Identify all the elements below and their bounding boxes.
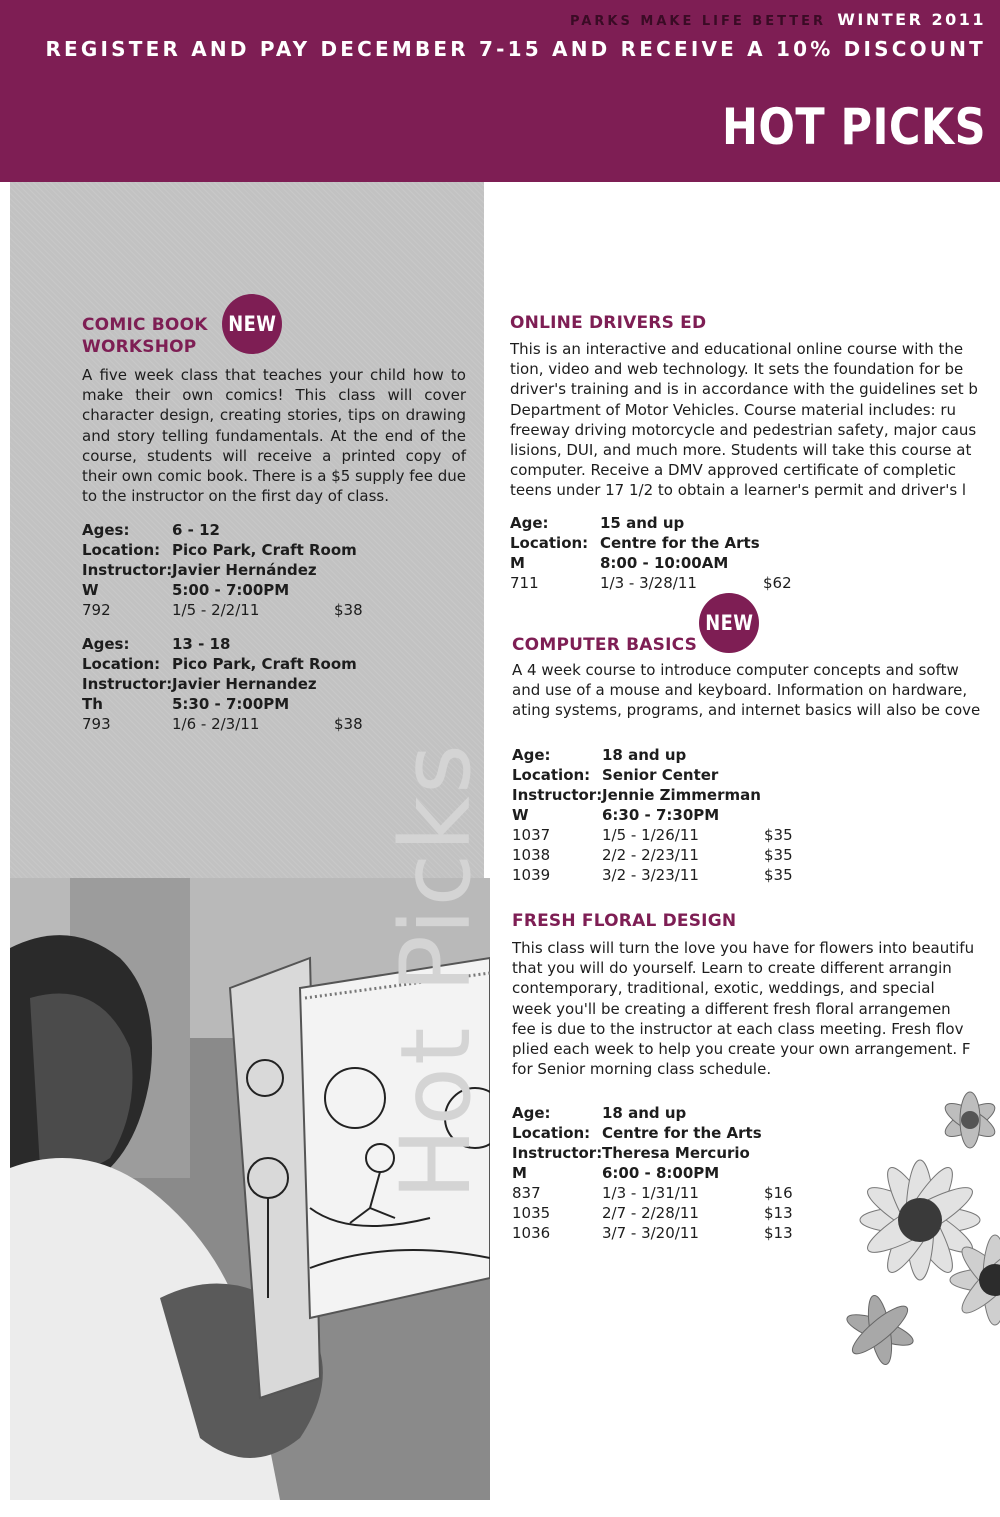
course-title-line1: COMIC BOOK (82, 315, 208, 335)
session-code: 837 (512, 1184, 541, 1203)
description-line: for Senior morning class schedule. (512, 1060, 772, 1079)
day-value: Th (82, 695, 103, 714)
season-label: WINTER 2011 (837, 10, 986, 29)
instructor-value: Theresa Mercurio (602, 1144, 750, 1163)
instructor-value: Jennie Zimmerman (602, 785, 761, 804)
day-value: W (82, 581, 99, 600)
instructor-label: Instructor: (82, 675, 173, 694)
session-dates: 1/5 - 2/2/11 (172, 601, 260, 620)
session-row (82, 600, 466, 620)
course-title: COMPUTER BASICS (512, 635, 698, 655)
description-line: plied each week to help you create your own arrangement. F (512, 1040, 971, 1059)
age-label: Age: (512, 745, 551, 764)
course-description (512, 938, 1000, 1079)
instructor-value: Javier Hernandez (172, 675, 317, 694)
session-fee: $38 (334, 601, 363, 620)
session-row (512, 845, 1000, 865)
flower-bouquet-image (820, 1080, 1000, 1370)
session-dates: 1/3 - 1/31/11 (602, 1184, 699, 1203)
session-code: 1035 (512, 1204, 551, 1223)
course-title: ONLINE DRIVERS ED (510, 313, 707, 333)
course-group-1 (82, 520, 466, 620)
course-title: FRESH FLORAL DESIGN (512, 911, 737, 931)
tagline: PARKS MAKE LIFE BETTER (570, 14, 826, 29)
session-dates: 2/2 - 2/23/11 (602, 845, 699, 864)
description-line: that you will do yourself. Learn to create different arrangin (512, 959, 952, 978)
description-line: driver's training and is in accordance with the guidelines set b (510, 380, 978, 399)
course-info (510, 513, 1000, 593)
hot-picks-watermark: Hot Picks (380, 742, 492, 1200)
age-value: 15 and up (600, 513, 685, 532)
session-fee: $16 (764, 1184, 793, 1203)
description-line: contemporary, traditional, exotic, weddings, and special (512, 979, 935, 998)
instructor-value: Javier Hernández (172, 561, 317, 580)
session-dates: 1/3 - 3/28/11 (600, 573, 697, 592)
description-line: tion, video and web technology. It sets the foundation for be (510, 360, 964, 379)
course-computer-basics (512, 634, 1000, 885)
ages-label: Ages: (82, 635, 130, 654)
description-line: ating systems, programs, and internet basics will also be cove (512, 701, 981, 720)
session-code: 1038 (512, 845, 551, 864)
instructor-label: Instructor: (512, 1144, 603, 1163)
age-label: Age: (512, 1104, 551, 1123)
description-line: and use of a mouse and keyboard. Information on hardware, (512, 681, 968, 700)
description-line: A 4 week course to introduce computer concepts and softw (512, 661, 959, 679)
session-fee: $35 (764, 825, 793, 844)
session-row (510, 573, 1000, 593)
location-value: Pico Park, Craft Room (172, 655, 357, 674)
session-row (82, 714, 466, 734)
page-header (0, 0, 1000, 182)
course-description: A five week class that teaches your child how to make their own comics! This class will cover character design, creating stories, tips on drawing and story telling fundamentals. At the end of the course, students will receive a printed copy of their own comic book. There is a $5 supply fee due to the instructor on the first day of class. (82, 366, 466, 506)
location-value: Pico Park, Craft Room (172, 541, 357, 560)
description-line: computer. Receive a DMV approved certificate of completic (510, 461, 957, 480)
session-fee: $13 (764, 1204, 793, 1223)
course-info (512, 745, 1000, 885)
age-label: Age: (510, 513, 549, 532)
session-dates: 3/2 - 3/23/11 (602, 865, 699, 884)
new-badge: NEW (222, 294, 282, 354)
location-value: Senior Center (602, 765, 719, 784)
course-online-drivers-ed (510, 312, 1000, 593)
time-value: 6:00 - 8:00PM (602, 1164, 720, 1183)
day-value: M (510, 553, 525, 572)
location-label: Location: (512, 765, 591, 784)
course-title-line2: WORKSHOP (82, 337, 197, 357)
age-value: 18 and up (602, 1104, 687, 1123)
description-line: This is an interactive and educational online course with the (510, 340, 964, 358)
session-code: 1039 (512, 865, 551, 884)
course-description (510, 339, 1000, 501)
flower-illustration (820, 1080, 1000, 1370)
session-dates: 1/5 - 1/26/11 (602, 825, 699, 844)
session-fee: $35 (764, 865, 793, 884)
ages-label: Ages: (82, 521, 130, 540)
description-line: week you'll be creating a different fresh floral arrangemen (512, 999, 951, 1018)
location-label: Location: (82, 655, 161, 674)
session-row (512, 865, 1000, 885)
course-group-2 (82, 634, 466, 734)
session-fee: $62 (763, 573, 792, 592)
location-label: Location: (82, 541, 161, 560)
ages-value: 13 - 18 (172, 635, 231, 654)
day-value: M (512, 1164, 527, 1183)
session-dates: 1/6 - 2/3/11 (172, 715, 260, 734)
description-line: fee is due to the instructor at each class meeting. Fresh flov (512, 1019, 964, 1038)
section-title: HOT PICKS (721, 98, 986, 156)
day-value: W (512, 805, 529, 824)
instructor-label: Instructor: (512, 785, 603, 804)
location-label: Location: (512, 1124, 591, 1143)
discount-banner: REGISTER AND PAY DECEMBER 7-15 AND RECEIVE A 10% DISCOUNT (45, 37, 986, 61)
session-code: 793 (82, 715, 111, 734)
description-line: teens under 17 1/2 to obtain a learner's permit and driver's l (510, 481, 967, 500)
session-code: 1036 (512, 1224, 551, 1243)
instructor-label: Instructor: (82, 561, 173, 580)
description-line: lisions, DUI, and much more. Students will take this course at (510, 441, 972, 460)
ages-value: 6 - 12 (172, 521, 220, 540)
time-value: 5:30 - 7:00PM (172, 695, 290, 714)
time-value: 8:00 - 10:00AM (600, 553, 729, 572)
location-value: Centre for the Arts (600, 533, 760, 552)
description-line: Department of Motor Vehicles. Course material includes: ru (510, 400, 957, 419)
time-value: 5:00 - 7:00PM (172, 581, 290, 600)
description-line: This class will turn the love you have for flowers into beautifu (512, 939, 975, 957)
session-fee: $13 (764, 1224, 793, 1243)
time-value: 6:30 - 7:30PM (602, 805, 720, 824)
description-line: freeway driving motorcycle and pedestrian safety, major caus (510, 420, 977, 439)
location-label: Location: (510, 533, 589, 552)
session-code: 792 (82, 601, 111, 620)
session-code: 711 (510, 573, 539, 592)
session-dates: 3/7 - 3/20/11 (602, 1224, 699, 1243)
new-badge: NEW (699, 593, 759, 653)
course-comic-book-workshop (82, 314, 466, 734)
session-code: 1037 (512, 825, 551, 844)
session-fee: $35 (764, 845, 793, 864)
location-value: Centre for the Arts (602, 1124, 762, 1143)
age-value: 18 and up (602, 745, 687, 764)
session-row (512, 825, 1000, 845)
course-description (512, 660, 1000, 721)
session-fee: $38 (334, 715, 363, 734)
session-dates: 2/7 - 2/28/11 (602, 1204, 699, 1223)
